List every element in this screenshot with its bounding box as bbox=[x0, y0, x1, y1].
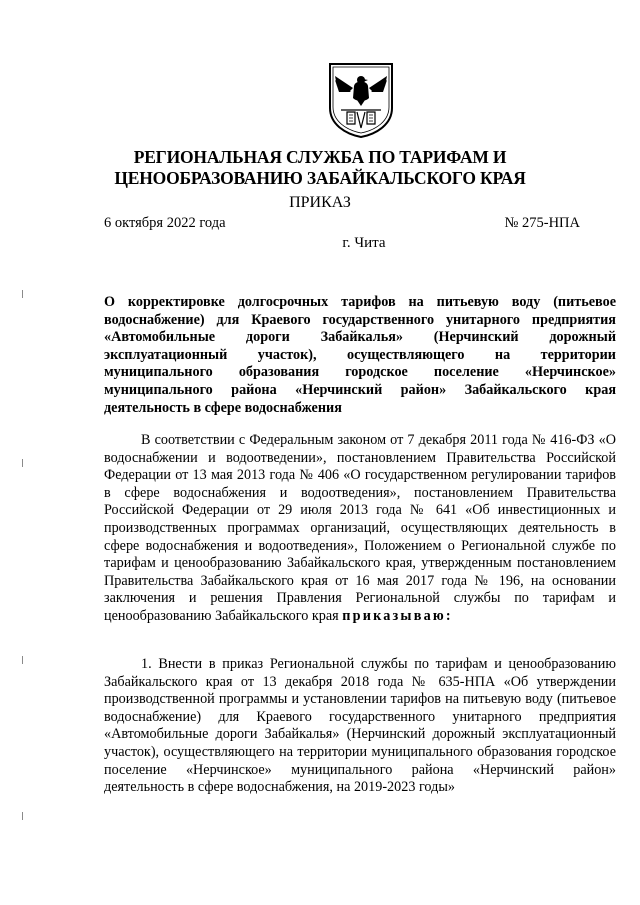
document-title: О корректировке долгосрочных тарифов на питьевую воду (питьевое водоснабжение) для Краевого государственного унитарного предприятия «Автомобильные дороги Забайкалья» (Нерчинский дорожный эксплуатационный участок), осуществляющего на территории муниципального образования городское поселение «Нерчинское» муниципального района «Нерчинский район» Забайкальского края деятельность в сфере водоснабжения bbox=[104, 294, 616, 416]
scan-edge-mark bbox=[22, 290, 23, 298]
scan-edge-mark bbox=[22, 656, 23, 664]
organization-name-line1: РЕГИОНАЛЬНАЯ СЛУЖБА ПО ТАРИФАМ И bbox=[133, 147, 507, 167]
organization-name-line2: ЦЕНООБРАЗОВАНИЮ ЗАБАЙКАЛЬСКОГО КРАЯ bbox=[114, 168, 526, 188]
scan-edge-mark bbox=[22, 459, 23, 467]
document-date: 6 октября 2022 года bbox=[104, 215, 226, 231]
document-number: № 275-НПА bbox=[504, 215, 580, 231]
coat-of-arms-icon bbox=[327, 62, 395, 138]
document-type: ПРИКАЗ bbox=[289, 194, 351, 211]
scan-edge-mark bbox=[22, 812, 23, 820]
paragraph-preamble bbox=[104, 432, 616, 626]
order-word: приказываю: bbox=[342, 607, 453, 624]
paragraph-item-1: 1. Внести в приказ Региональной службы по тарифам и ценообразованию Забайкальского края от 13 декабря 2018 года № 635-НПА «Об утверждении производственной программы и установлении тарифов на питьевую воду (питьевое водоснабжение) для Краевого государственного унитарного предприятия «Автомобильные дороги Забайкалья» (Нерчинский дорожный эксплуатационный участок), осуществляющего на территории муниципального образования городское поселение «Нерчинское» муниципального района «Нерчинский район» деятельность в сфере водоснабжения, на 2019-2023 годы» bbox=[104, 656, 616, 796]
document-city: г. Чита bbox=[342, 235, 386, 251]
preamble-text: В соответствии с Федеральным законом от 7 декабря 2011 года № 416-ФЗ «О водоснабжении и водоотведении», постановлением Правительства Российской Федерации от 13 мая 2013 года № 406 «О государственном регулировании тарифов в сфере водоснабжения и водоотведения», постановлением Правительства Российской Федерации от 29 июля 2013 года № 641 «Об инвестиционных и производственных программах организаций, осуществляющих деятельность в сфере водоснабжения и водоотведения», Положением о Региональной службе по тарифам и ценообразованию Забайкальского края, утвержденным постановлением Правительства Забайкальского края от 16 мая 2017 года № 196, на основании заключения и решения Правления Региональной службы по тарифам и ценообразованию Забайкальского края bbox=[104, 432, 616, 624]
